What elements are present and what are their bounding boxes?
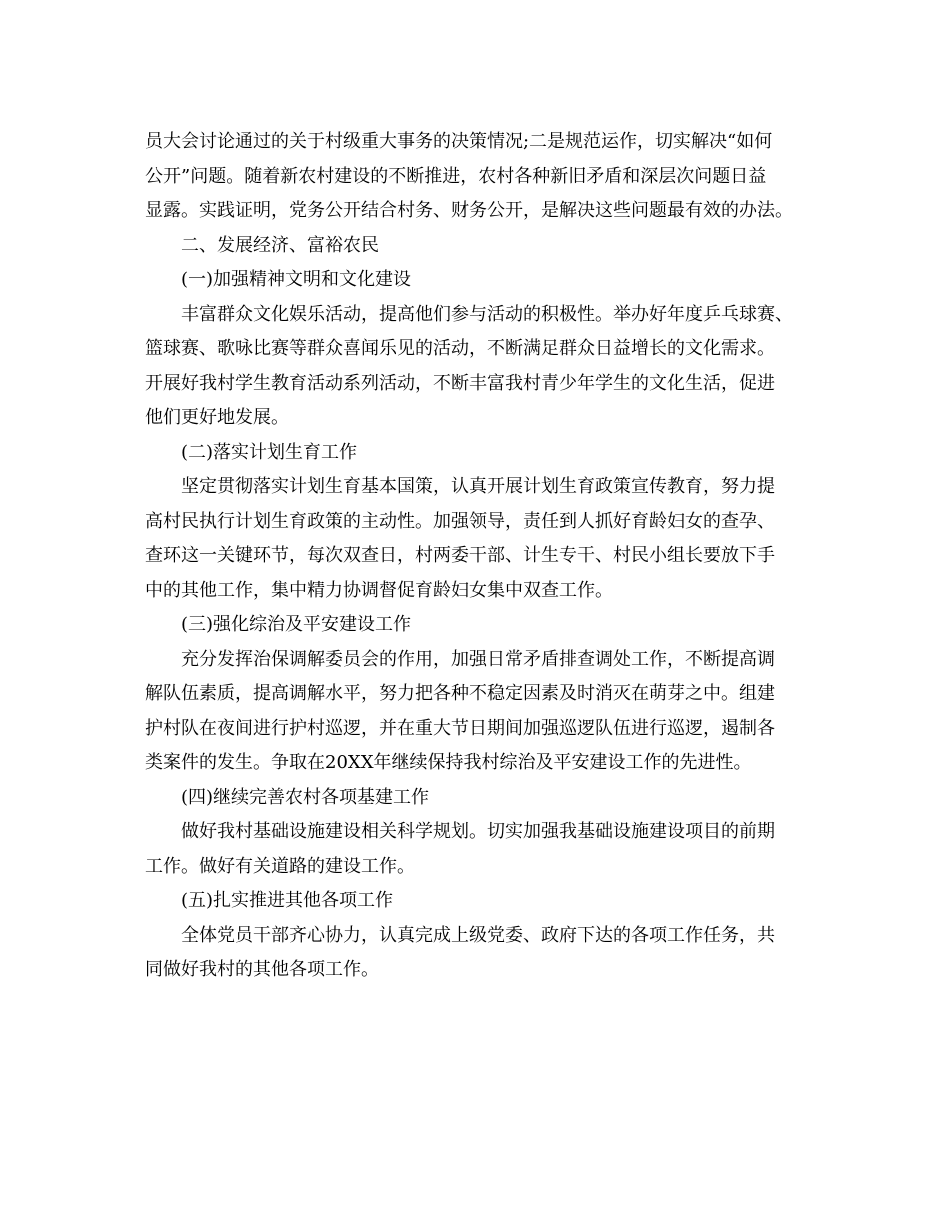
text-line: 公开”问题。随着新农村建设的不断推进，农村各种新旧矛盾和深层次问题日益 — [145, 165, 767, 187]
text-line: 解队伍素质，提高调解水平，努力把各种不稳定因素及时消灭在萌芽之中。组建 — [145, 683, 775, 704]
paragraph-first-line: 做好我村基础设施建设相关科学规划。切实加强我基础设施建设项目的前期 — [181, 821, 775, 842]
paragraph-first-line: 充分发挥治保调解委员会的作用，加强日常矛盾排查调处工作，不断提高调 — [181, 648, 775, 670]
paragraph-first-line: 全体党员干部齐心协力，认真完成上级党委、政府下达的各项工作任务，共 — [181, 924, 775, 946]
text-line: 他们更好地发展。 — [145, 407, 289, 428]
text-line: 员大会讨论通过的关于村级重大事务的决策情况;二是规范运作，切实解决“如何 — [145, 131, 773, 152]
subsection-heading: (一)加强精神文明和文化建设 — [181, 269, 412, 290]
text-line: 工作。做好有关道路的建设工作。 — [145, 855, 415, 877]
paragraph-first-line: 丰富群众文化娱乐活动，提高他们参与活动的积极性。举办好年度乒乓球赛、 — [181, 303, 793, 325]
subsection-heading: (五)扎实推进其他各项工作 — [181, 890, 394, 911]
subsection-heading: (四)继续完善农村各项基建工作 — [181, 786, 430, 808]
section-heading: 二、发展经济、富裕农民 — [181, 234, 379, 256]
paragraph-first-line: 坚定贯彻落实计划生育基本国策，认真开展计划生育政策宣传教育，努力提 — [181, 476, 775, 497]
text-line: 护村队在夜间进行护村巡逻，并在重大节日期间加强巡逻队伍进行巡逻，遏制各 — [145, 717, 775, 739]
subsection-heading: (三)强化综治及平安建设工作 — [181, 614, 412, 635]
text-line: 篮球赛、歌咏比赛等群众喜闻乐见的活动，不断满足群众日益增长的文化需求。 — [145, 338, 775, 359]
text-line: 开展好我村学生教育活动系列活动，不断丰富我村青少年学生的文化生活，促进 — [145, 372, 775, 394]
text-line: 显露。实践证明，党务公开结合村务、财务公开，是解决这些问题最有效的办法。 — [145, 200, 793, 221]
text-line: 查环这一关键环节，每次双查日，村两委干部、计生专干、村民小组长要放下手 — [145, 545, 775, 566]
subsection-heading: (二)落实计划生育工作 — [181, 441, 358, 463]
text-line: 类案件的发生。争取在20XX年继续保持我村综治及平安建设工作的先进性。 — [145, 752, 752, 773]
document-body — [145, 125, 810, 988]
text-line: 同做好我村的其他各项工作。 — [145, 959, 379, 980]
text-line: 中的其他工作，集中精力协调督促育龄妇女集中双查工作。 — [145, 579, 613, 601]
text-line: 高村民执行计划生育政策的主动性。加强领导，责任到人抓好育龄妇女的查孕、 — [145, 510, 775, 532]
